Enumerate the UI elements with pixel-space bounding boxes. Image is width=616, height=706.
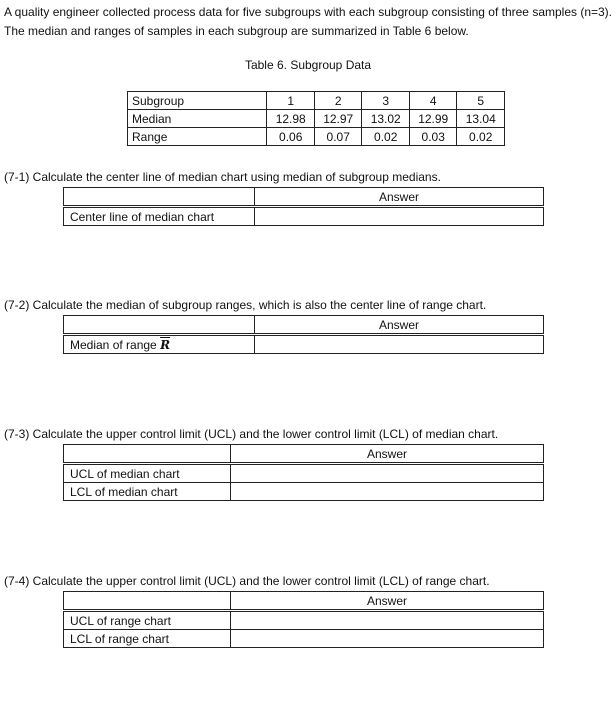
- table-cell: 13.02: [362, 110, 410, 128]
- table-cell: 12.99: [409, 110, 457, 128]
- table-row-median: [128, 110, 505, 128]
- subgroup-data-table: [127, 91, 505, 146]
- row-label: Median: [128, 110, 267, 128]
- answer-input-lcl-range[interactable]: [231, 630, 544, 648]
- answer-table-7-4: [63, 591, 544, 648]
- answer-table-7-3: [63, 444, 544, 501]
- table-cell: 0.02: [362, 128, 410, 146]
- question-7-2: (7-2) Calculate the median of subgroup ranges, which is also the center line of range chart.: [4, 298, 487, 312]
- answer-header: Answer: [255, 188, 544, 207]
- table-cell: 0.02: [457, 128, 505, 146]
- table-row-range: [128, 128, 505, 146]
- row-label: Range: [128, 128, 267, 146]
- row-label: UCL of median chart: [64, 464, 231, 483]
- table-cell: 13.04: [457, 110, 505, 128]
- table-cell: 12.97: [314, 110, 362, 128]
- table-cell: 0.03: [409, 128, 457, 146]
- answer-header: Answer: [255, 316, 544, 335]
- table-cell: 0.06: [267, 128, 315, 146]
- header-cell: 3: [362, 92, 410, 110]
- row-label: Center line of median chart: [64, 207, 255, 226]
- intro-paragraph: A quality engineer collected process data for five subgroups with each subgroup consisting of three samples (n=3). The median and ranges of samples in each subgroup are summarized in Table 6 below.: [4, 5, 613, 38]
- blank-cell: [64, 188, 255, 207]
- answer-input-center-line-median[interactable]: [255, 207, 544, 226]
- answer-input-median-range[interactable]: [255, 335, 544, 354]
- blank-cell: [64, 316, 255, 335]
- blank-cell: [64, 445, 231, 464]
- row-label: LCL of median chart: [64, 483, 231, 501]
- question-7-3: (7-3) Calculate the upper control limit (UCL) and the lower control limit (LCL) of median chart.: [4, 427, 499, 441]
- answer-header: Answer: [231, 592, 544, 611]
- r-bar-symbol: R: [160, 337, 171, 352]
- answer-table-7-1: [63, 187, 544, 226]
- header-cell: 1: [267, 92, 315, 110]
- row-label: UCL of range chart: [64, 611, 231, 630]
- header-cell: 4: [409, 92, 457, 110]
- answer-input-ucl-range[interactable]: [231, 611, 544, 630]
- answer-header: Answer: [231, 445, 544, 464]
- header-cell: 2: [314, 92, 362, 110]
- question-7-1: (7-1) Calculate the center line of median chart using median of subgroup medians.: [4, 170, 441, 184]
- row-label: LCL of range chart: [64, 630, 231, 648]
- row-label-cell: [64, 335, 255, 354]
- table-header-row: [128, 92, 505, 110]
- answer-input-ucl-median[interactable]: [231, 464, 544, 483]
- header-cell: 5: [457, 92, 505, 110]
- row-label: Median of range: [70, 337, 157, 352]
- question-7-4: (7-4) Calculate the upper control limit (UCL) and the lower control limit (LCL) of range chart.: [4, 574, 490, 588]
- table-cell: 12.98: [267, 110, 315, 128]
- blank-cell: [64, 592, 231, 611]
- answer-input-lcl-median[interactable]: [231, 483, 544, 501]
- table-caption: Table 6. Subgroup Data: [244, 58, 372, 72]
- table-cell: 0.07: [314, 128, 362, 146]
- answer-table-7-2: [63, 315, 544, 354]
- header-cell: Subgroup: [128, 92, 267, 110]
